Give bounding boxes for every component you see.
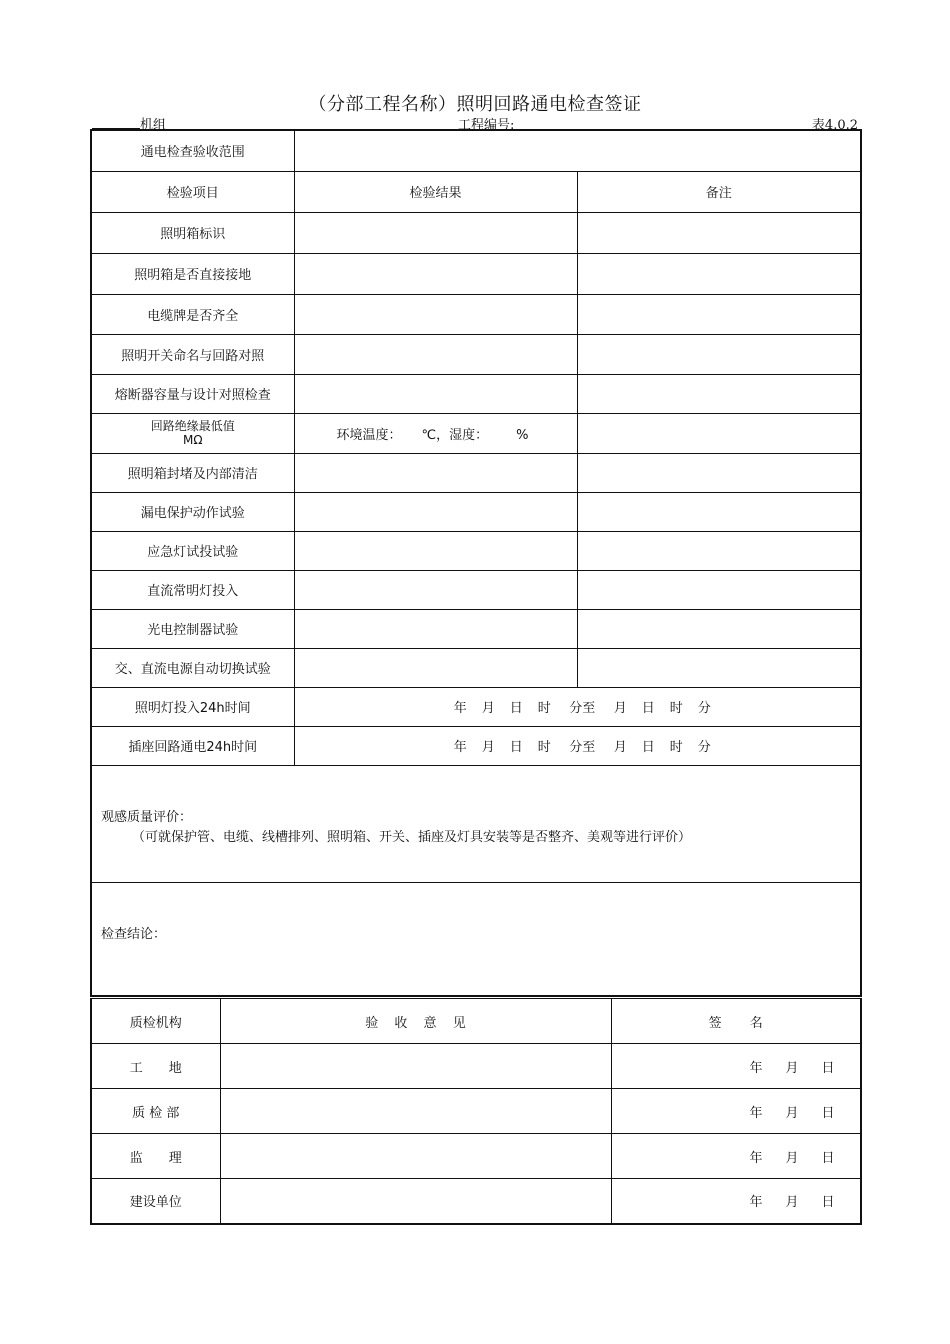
- page-title: （分部工程名称）照明回路通电检查签证: [308, 94, 642, 115]
- time-range[interactable]: 年 月 日 时 分至 月 日 时 分: [294, 687, 861, 726]
- table-row: [91, 648, 861, 687]
- item-label: 照明箱标识: [91, 212, 294, 253]
- insulation-result[interactable]: [294, 413, 577, 453]
- table-row: [91, 1134, 861, 1179]
- time-row: [91, 726, 861, 765]
- item-label: 熔断器容量与设计对照检查: [91, 374, 294, 413]
- result-cell[interactable]: [294, 453, 577, 492]
- opinion-cell[interactable]: [220, 1089, 611, 1134]
- form-number: 表4.0.2: [811, 118, 858, 133]
- result-cell[interactable]: [294, 374, 577, 413]
- org-label: 质 检 部: [91, 1089, 220, 1134]
- opinion-cell[interactable]: [220, 1044, 611, 1089]
- appearance-row: [91, 765, 861, 882]
- table-row: [91, 212, 861, 253]
- scope-value[interactable]: [294, 130, 861, 171]
- temp-unit: ℃，湿度：: [421, 427, 489, 443]
- remark-cell[interactable]: [577, 334, 861, 374]
- unit-label: 机组: [92, 114, 202, 133]
- col-item: 检验项目: [91, 171, 294, 212]
- opinion-cell[interactable]: [220, 1134, 611, 1179]
- table-row: [91, 294, 861, 334]
- org-label: 监 理: [91, 1134, 220, 1179]
- insulation-label: 回路绝缘最低值 MΩ: [91, 413, 294, 453]
- item-label: 光电控制器试验: [91, 609, 294, 648]
- table-row: [91, 253, 861, 294]
- result-cell[interactable]: [294, 648, 577, 687]
- col-result: 检验结果: [294, 171, 577, 212]
- sign-cell[interactable]: 年 月 日: [611, 1179, 861, 1224]
- sig-col-org: 质检机构: [91, 999, 220, 1044]
- result-cell[interactable]: [294, 609, 577, 648]
- opinion-cell[interactable]: [220, 1179, 611, 1224]
- table-row: [91, 374, 861, 413]
- remark-cell[interactable]: [577, 413, 861, 453]
- item-label: 电缆牌是否齐全: [91, 294, 294, 334]
- item-label: 应急灯试投试验: [91, 531, 294, 570]
- item-label: 照明开关命名与回路对照: [91, 334, 294, 374]
- conclusion-row: [91, 882, 861, 996]
- appearance-label: 观感质量评价：: [101, 810, 193, 825]
- sign-cell[interactable]: 年 月 日: [611, 1134, 861, 1179]
- appearance-hint: （可就保护管、电缆、线槽排列、照明箱、开关、插座及灯具安装等是否整齐、美观等进行评价）: [132, 830, 692, 845]
- table-row: [91, 453, 861, 492]
- scope-label: 通电检查验收范围: [91, 130, 294, 171]
- time-range[interactable]: 年 月 日 时 分至 月 日 时 分: [294, 726, 861, 765]
- sign-cell[interactable]: 年 月 日: [611, 1044, 861, 1089]
- table-row: [91, 531, 861, 570]
- scope-row: [91, 130, 861, 171]
- remark-cell[interactable]: [577, 453, 861, 492]
- item-label: 直流常明灯投入: [91, 570, 294, 609]
- env-temp-label: 环境温度：: [336, 427, 402, 443]
- remark-cell[interactable]: [577, 294, 861, 334]
- signature-header-row: [91, 999, 861, 1044]
- item-label: 照明箱是否直接接地: [91, 253, 294, 294]
- time-label: 插座回路通电24h时间: [91, 726, 294, 765]
- result-cell[interactable]: [294, 212, 577, 253]
- remark-cell[interactable]: [577, 570, 861, 609]
- table-row: [91, 609, 861, 648]
- result-cell[interactable]: [294, 253, 577, 294]
- result-cell[interactable]: [294, 492, 577, 531]
- remark-cell[interactable]: [577, 648, 861, 687]
- table-row: [91, 1089, 861, 1134]
- unit-blank: [92, 117, 140, 129]
- item-label: 交、直流电源自动切换试验: [91, 648, 294, 687]
- item-label: 照明箱封堵及内部清洁: [91, 453, 294, 492]
- humidity-unit: %: [516, 427, 529, 443]
- remark-cell[interactable]: [577, 374, 861, 413]
- conclusion-cell[interactable]: [91, 882, 861, 996]
- table-row: [91, 1044, 861, 1089]
- insulation-row: [91, 413, 861, 453]
- table-row: [91, 1179, 861, 1224]
- item-label: 漏电保护动作试验: [91, 492, 294, 531]
- column-header-row: [91, 171, 861, 212]
- org-label: 建设单位: [91, 1179, 220, 1224]
- col-remark: 备注: [577, 171, 861, 212]
- time-label: 照明灯投入24h时间: [91, 687, 294, 726]
- sign-cell[interactable]: 年 月 日: [611, 1089, 861, 1134]
- org-label: 工 地: [91, 1044, 220, 1089]
- table-row: [91, 334, 861, 374]
- signature-table: [90, 998, 862, 1225]
- table-row: [91, 492, 861, 531]
- remark-cell[interactable]: [577, 492, 861, 531]
- remark-cell[interactable]: [577, 609, 861, 648]
- project-no-label: 工程编号:: [458, 118, 515, 133]
- result-cell[interactable]: [294, 570, 577, 609]
- result-cell[interactable]: [294, 294, 577, 334]
- sig-col-opinion: 验 收 意 见: [220, 999, 611, 1044]
- remark-cell[interactable]: [577, 253, 861, 294]
- time-row: [91, 687, 861, 726]
- remark-cell[interactable]: [577, 212, 861, 253]
- table-row: [91, 570, 861, 609]
- inspection-table: [90, 129, 862, 997]
- appearance-cell[interactable]: [91, 765, 861, 882]
- result-cell[interactable]: [294, 531, 577, 570]
- conclusion-label: 检查结论：: [101, 926, 167, 942]
- sig-col-sign: 签 名: [611, 999, 861, 1044]
- remark-cell[interactable]: [577, 531, 861, 570]
- result-cell[interactable]: [294, 334, 577, 374]
